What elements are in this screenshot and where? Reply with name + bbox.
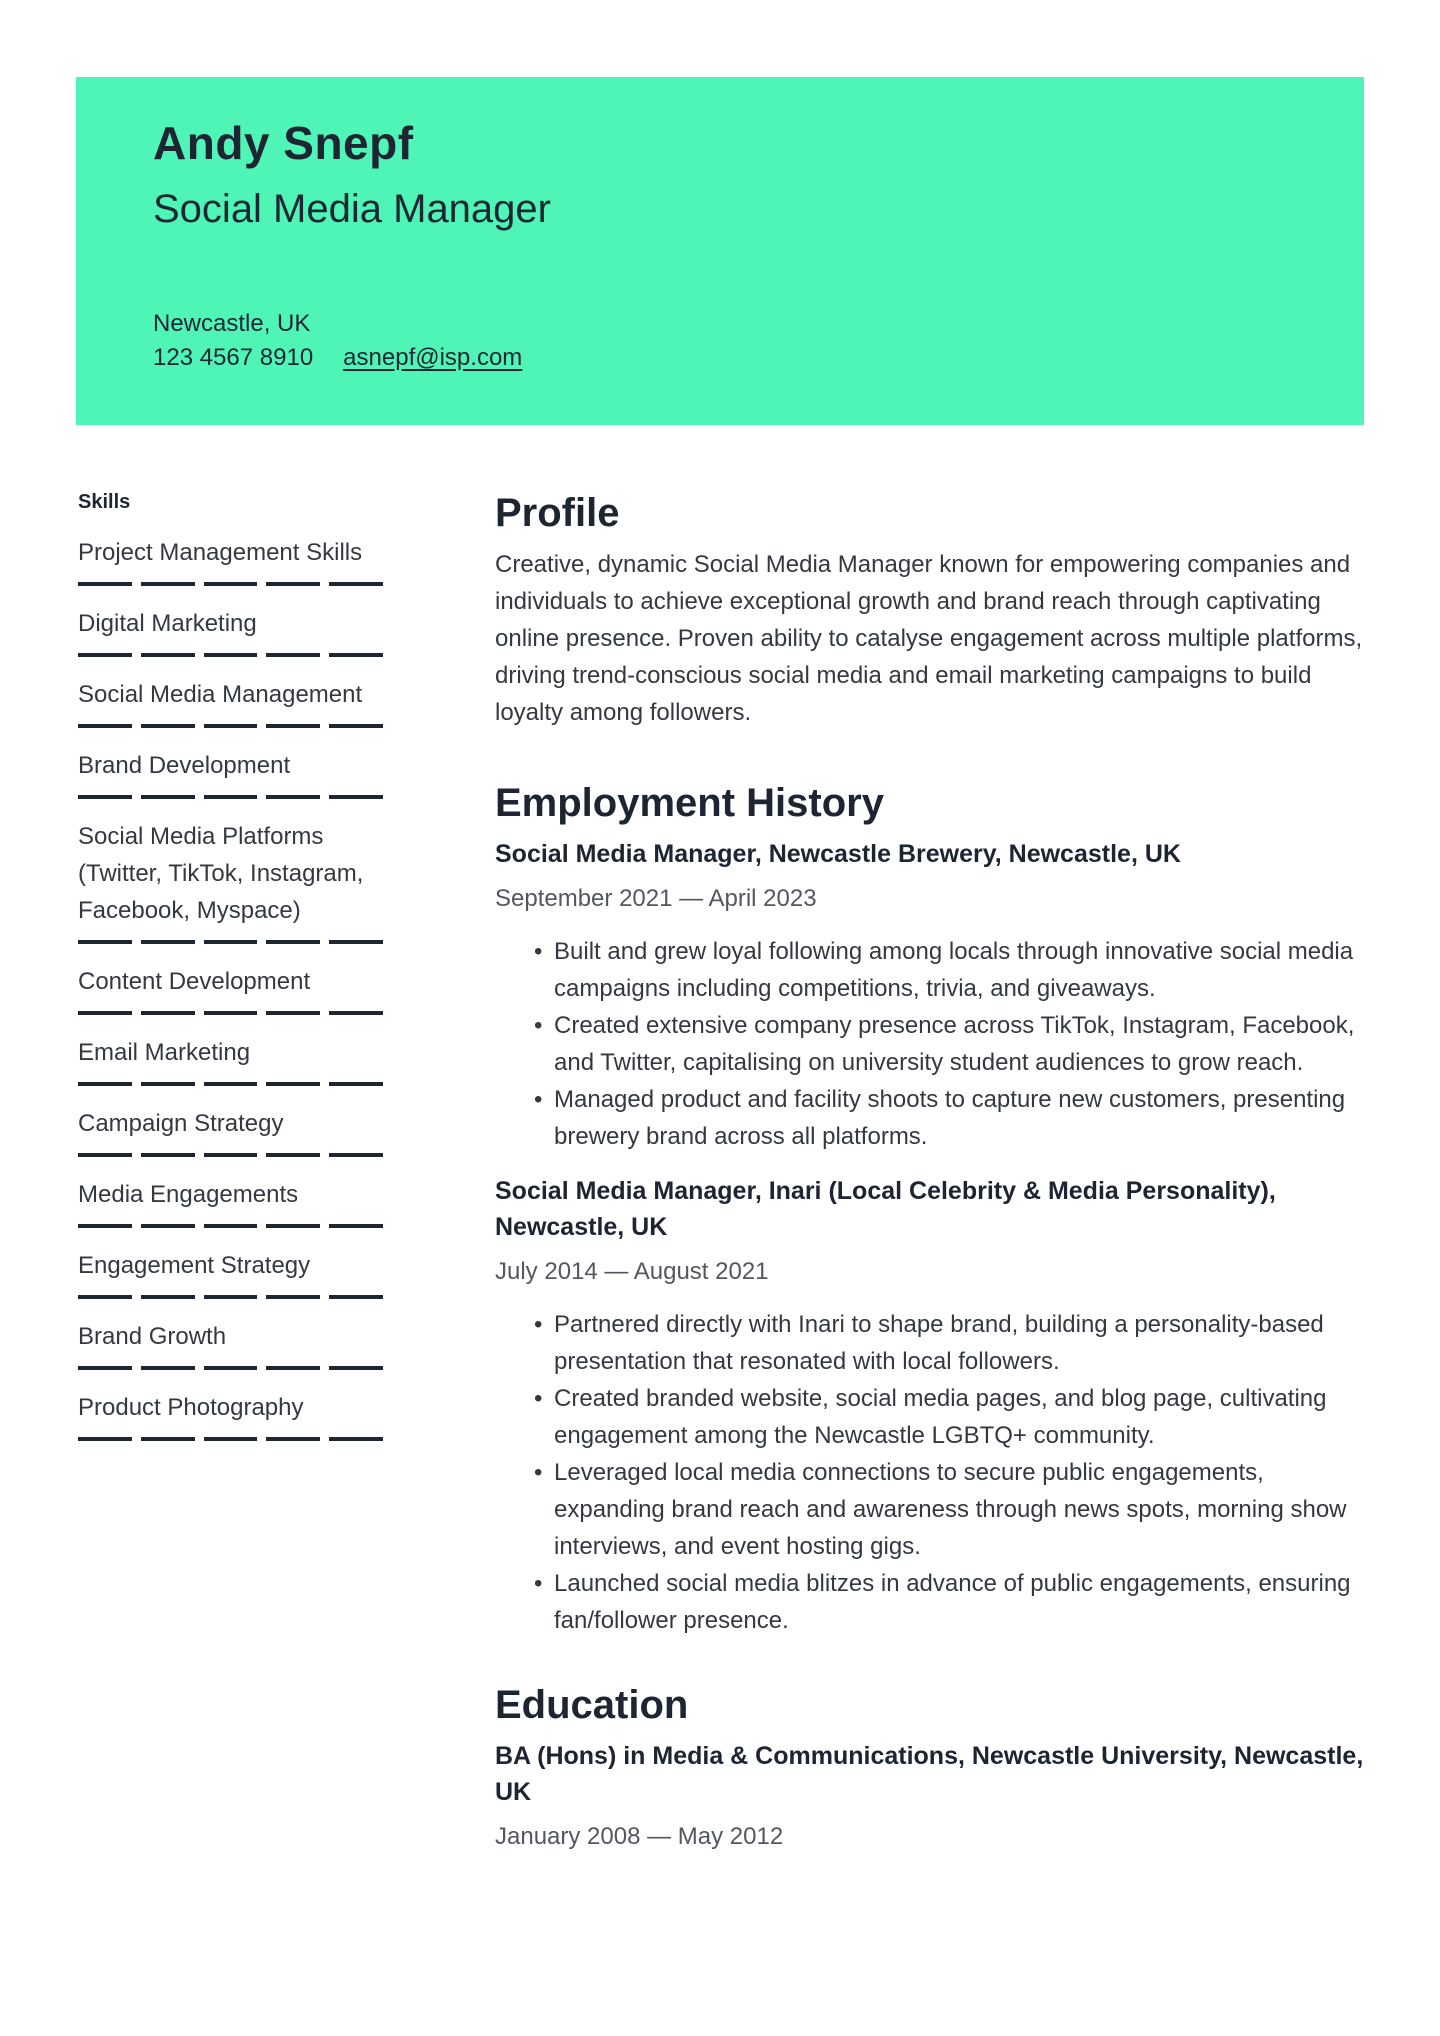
skill-level-segment — [204, 1011, 258, 1015]
skill-level-segment — [141, 724, 195, 728]
skill-level-segment — [266, 724, 320, 728]
skill-level-segment — [78, 795, 132, 799]
skill-level-segment — [141, 1082, 195, 1086]
skill-level-segment — [329, 1082, 383, 1086]
skill-level-bar — [78, 795, 383, 799]
skill-level-segment — [266, 795, 320, 799]
skill-item — [76, 605, 383, 657]
skill-label: Social Media Platforms (Twitter, TikTok, Instagram, Facebook, Myspace) — [78, 823, 364, 924]
contact-location: Newcastle, UK — [153, 310, 311, 337]
skill-label: Content Development — [78, 968, 311, 995]
skill-level-segment — [266, 1295, 320, 1299]
skill-level-segment — [329, 724, 383, 728]
skill-level-segment — [329, 940, 383, 944]
skill-level-bar — [78, 582, 383, 586]
header — [76, 77, 1364, 425]
skill-level-segment — [204, 1295, 258, 1299]
skill-level-segment — [204, 582, 258, 586]
skill-level-segment — [266, 940, 320, 944]
skill-level-segment — [78, 582, 132, 586]
skill-item — [76, 1105, 383, 1157]
skill-level-segment — [78, 653, 132, 657]
education-heading: Education — [495, 1683, 689, 1727]
skill-item — [76, 1176, 383, 1228]
job-bullet: • Partnered directly with Inari to shape brand, building a personality-based presentation that resonated with local followers. — [495, 1306, 1364, 1380]
skill-label: Brand Growth — [78, 1323, 227, 1350]
skill-level-segment — [204, 1437, 258, 1441]
skill-level-segment — [78, 1295, 132, 1299]
skill-level-segment — [141, 1437, 195, 1441]
skill-level-segment — [266, 1011, 320, 1015]
skill-item — [76, 534, 383, 586]
skill-level-segment — [204, 1082, 258, 1086]
skill-level-segment — [141, 1011, 195, 1015]
skills-list — [76, 534, 383, 1441]
skill-level-segment — [204, 940, 258, 944]
skill-level-segment — [329, 1295, 383, 1299]
person-job-title: Social Media Manager — [153, 187, 551, 231]
profile-text: Creative, dynamic Social Media Manager known for empowering companies and individuals to achieve exceptional growth and brand reach through captivating online presence. Proven ability to catalyse engagement across multiple platforms, driving trend-conscious social media and email marketing campaigns to build loyalty among followers. — [495, 551, 1363, 726]
skill-level-segment — [204, 724, 258, 728]
job-entry-title: Social Media Manager, Newcastle Brewery, Newcastle, UK — [495, 840, 1181, 868]
skill-label: Email Marketing — [78, 1039, 251, 1066]
skill-level-segment — [78, 1366, 132, 1370]
skill-level-segment — [78, 940, 132, 944]
job-bullet: • Launched social media blitzes in advance of public engagements, ensuring fan/follower presence. — [495, 1565, 1364, 1639]
education-entry-dates: January 2008 — May 2012 — [495, 1823, 784, 1850]
contact-row — [153, 341, 1287, 375]
skill-level-segment — [141, 653, 195, 657]
skill-level-bar — [78, 1153, 383, 1157]
skill-level-segment — [329, 1437, 383, 1441]
job-entry — [495, 1173, 1364, 1639]
skill-level-segment — [266, 653, 320, 657]
skill-level-segment — [141, 1366, 195, 1370]
skill-level-segment — [141, 582, 195, 586]
contact-email-link[interactable]: asnepf@isp.com — [343, 344, 523, 371]
skill-label: Engagement Strategy — [78, 1252, 311, 1279]
skill-level-segment — [78, 1153, 132, 1157]
skill-level-segment — [78, 1011, 132, 1015]
skill-level-segment — [266, 1153, 320, 1157]
skill-level-segment — [329, 1366, 383, 1370]
skill-label: Brand Development — [78, 752, 291, 779]
skills-heading: Skills — [78, 491, 131, 513]
skill-label: Project Management Skills — [78, 539, 363, 566]
skill-level-segment — [141, 1153, 195, 1157]
skill-level-segment — [141, 940, 195, 944]
skill-item — [76, 1389, 383, 1441]
skill-item — [76, 1318, 383, 1370]
job-bullet: • Managed product and facility shoots to capture new customers, presenting brewery brand across all platforms. — [495, 1081, 1364, 1155]
skill-level-segment — [329, 795, 383, 799]
skill-level-bar — [78, 1295, 383, 1299]
education-entry — [495, 1738, 1364, 1854]
skill-label: Product Photography — [78, 1394, 304, 1421]
job-bullet: • Created extensive company presence across TikTok, Instagram, Facebook, and Twitter, capitalising on university student audiences to grow reach. — [495, 1007, 1364, 1081]
skill-label: Digital Marketing — [78, 610, 257, 637]
skill-level-segment — [204, 1366, 258, 1370]
skill-level-segment — [329, 1224, 383, 1228]
job-entry-dates: July 2014 — August 2021 — [495, 1258, 769, 1285]
employment-heading: Employment History — [495, 781, 884, 825]
skill-level-segment — [266, 1082, 320, 1086]
skill-item — [76, 1247, 383, 1299]
skill-item — [76, 963, 383, 1015]
skill-level-segment — [204, 795, 258, 799]
skill-level-segment — [141, 1295, 195, 1299]
skill-level-segment — [204, 653, 258, 657]
skill-label: Campaign Strategy — [78, 1110, 284, 1137]
job-bullet-list — [495, 1306, 1364, 1639]
skill-level-segment — [329, 1153, 383, 1157]
jobs-container — [495, 836, 1364, 1639]
job-bullet-list — [495, 933, 1364, 1155]
job-bullet: • Created branded website, social media pages, and blog page, cultivating engagement among the Newcastle LGBTQ+ community. — [495, 1380, 1364, 1454]
skill-level-segment — [78, 724, 132, 728]
contact-block — [153, 307, 1287, 375]
skill-label: Media Engagements — [78, 1181, 299, 1208]
skill-level-segment — [266, 1224, 320, 1228]
skill-level-segment — [329, 582, 383, 586]
skill-level-segment — [266, 582, 320, 586]
skill-item — [76, 676, 383, 728]
skill-label: Social Media Management — [78, 681, 363, 708]
profile-heading: Profile — [495, 491, 620, 535]
skill-level-bar — [78, 1366, 383, 1370]
skill-level-bar — [78, 1437, 383, 1441]
skill-level-segment — [204, 1153, 258, 1157]
skill-level-bar — [78, 724, 383, 728]
skill-item — [76, 747, 383, 799]
skill-level-segment — [329, 1011, 383, 1015]
skill-level-bar — [78, 940, 383, 944]
skill-level-segment — [78, 1224, 132, 1228]
skills-sidebar — [76, 489, 383, 1854]
skill-level-segment — [141, 1224, 195, 1228]
job-bullet: • Built and grew loyal following among locals through innovative social media campaigns including competitions, trivia, and giveaways. — [495, 933, 1364, 1007]
skill-level-bar — [78, 1082, 383, 1086]
skill-level-segment — [78, 1082, 132, 1086]
skill-level-segment — [204, 1224, 258, 1228]
skill-level-bar — [78, 1224, 383, 1228]
skill-level-bar — [78, 653, 383, 657]
education-container — [495, 1738, 1364, 1854]
job-entry-dates: September 2021 — April 2023 — [495, 885, 817, 912]
skill-level-segment — [329, 653, 383, 657]
skill-level-segment — [266, 1437, 320, 1441]
job-entry — [495, 836, 1364, 1155]
person-name: Andy Snepf — [153, 117, 414, 169]
skill-level-segment — [78, 1437, 132, 1441]
job-bullet: • Leveraged local media connections to secure public engagements, expanding brand reach and awareness through news spots, morning show interviews, and event hosting gigs. — [495, 1454, 1364, 1565]
skill-level-segment — [266, 1366, 320, 1370]
skill-level-bar — [78, 1011, 383, 1015]
skill-level-segment — [141, 795, 195, 799]
education-entry-title: BA (Hons) in Media & Communications, Newcastle University, Newcastle, UK — [495, 1742, 1364, 1806]
contact-phone: 123 4567 8910 — [153, 344, 314, 371]
skill-item — [76, 1034, 383, 1086]
skill-item — [76, 818, 383, 944]
main-column — [495, 489, 1364, 1854]
job-entry-title: Social Media Manager, Inari (Local Celebrity & Media Personality), Newcastle, UK — [495, 1177, 1276, 1241]
content-columns — [76, 425, 1364, 1854]
